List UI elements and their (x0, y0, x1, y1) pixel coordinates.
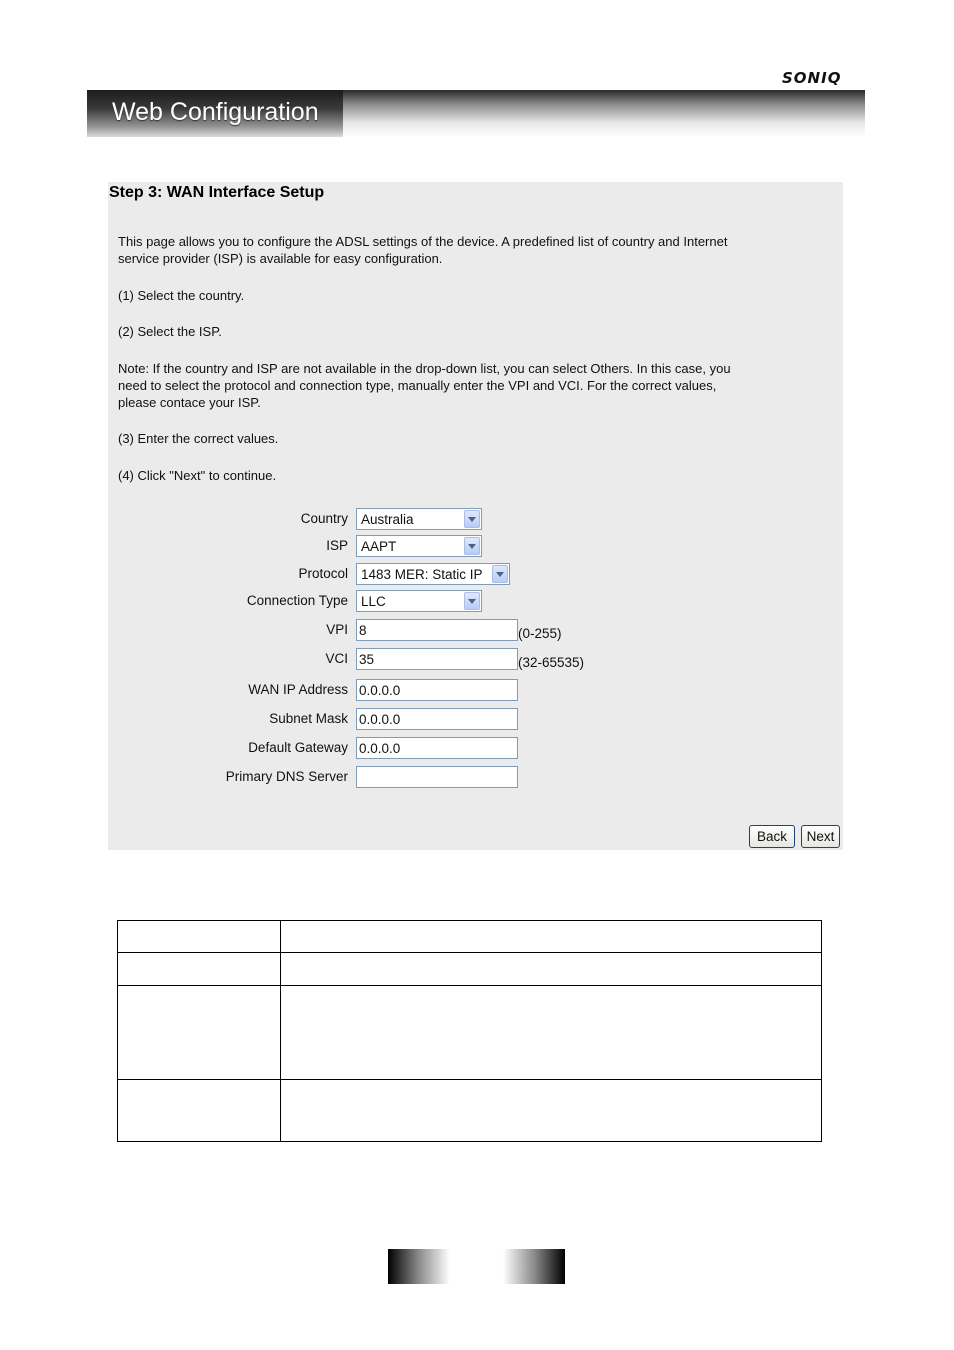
chevron-down-icon[interactable] (464, 510, 480, 528)
note-line-2: need to select the protocol and connection type, manually enter the VPI and VCI. For the correct values, (118, 378, 717, 393)
note-line-3: please contace your ISP. (118, 395, 261, 410)
country-value: Australia (361, 512, 414, 527)
note-text (118, 360, 788, 411)
description-table (117, 920, 822, 1142)
step-2-text: (2) Select the ISP. (118, 324, 222, 339)
subnet-mask-input[interactable] (356, 708, 518, 730)
table-cell (281, 986, 822, 1080)
vpi-row (108, 619, 843, 641)
country-label: Country (300, 511, 348, 526)
connection-type-row (108, 590, 843, 612)
vci-input[interactable] (356, 648, 518, 670)
wan-ip-row (108, 679, 843, 701)
table-row (118, 986, 822, 1080)
primary-dns-input[interactable] (356, 766, 518, 788)
header-title-block (87, 90, 343, 137)
vpi-range-hint: (0-255) (518, 626, 562, 641)
wan-ip-label: WAN IP Address (248, 682, 348, 697)
protocol-select[interactable] (356, 563, 510, 585)
table-cell (281, 921, 822, 953)
table-row (118, 921, 822, 953)
country-row (108, 508, 843, 530)
protocol-label: Protocol (298, 566, 348, 581)
table-row (118, 953, 822, 986)
default-gateway-input[interactable] (356, 737, 518, 759)
page-header-title: Web Configuration (112, 98, 319, 126)
intro-line-2: service provider (ISP) is available for easy configuration. (118, 251, 443, 266)
isp-label: ISP (326, 538, 348, 553)
intro-text (118, 233, 788, 267)
protocol-value: 1483 MER: Static IP (361, 567, 483, 582)
vci-label: VCI (325, 651, 348, 666)
table-cell (118, 953, 281, 986)
back-button[interactable]: Back (749, 825, 795, 848)
chevron-down-icon[interactable] (492, 565, 508, 583)
subnet-mask-row (108, 708, 843, 730)
table-cell (281, 1080, 822, 1142)
chevron-down-icon[interactable] (464, 537, 480, 555)
footer-gradient-bar (388, 1249, 565, 1284)
isp-value: AAPT (361, 539, 397, 554)
next-button[interactable]: Next (801, 825, 840, 848)
vci-range-hint: (32-65535) (518, 655, 585, 670)
connection-type-value: LLC (361, 594, 386, 609)
intro-line-1: This page allows you to configure the ADSL settings of the device. A predefined list of country and Internet (118, 234, 728, 249)
subnet-mask-label: Subnet Mask (269, 711, 348, 726)
primary-dns-row (108, 766, 843, 788)
connection-type-select[interactable] (356, 590, 482, 612)
step-title: Step 3: WAN Interface Setup (109, 184, 325, 201)
default-gateway-label: Default Gateway (248, 740, 348, 755)
header-gradient (343, 90, 865, 137)
connection-type-label: Connection Type (246, 593, 348, 608)
isp-row (108, 535, 843, 557)
table-cell (281, 953, 822, 986)
vpi-label: VPI (326, 622, 348, 637)
primary-dns-label: Primary DNS Server (225, 769, 348, 784)
step-1-text: (1) Select the country. (118, 288, 245, 303)
table-row (118, 1080, 822, 1142)
wan-ip-input[interactable] (356, 679, 518, 701)
table-cell (118, 1080, 281, 1142)
vci-row (108, 648, 843, 670)
default-gateway-row (108, 737, 843, 759)
step-3-text: (3) Enter the correct values. (118, 431, 279, 446)
header-bar (87, 90, 865, 137)
table-cell (118, 986, 281, 1080)
vpi-input[interactable] (356, 619, 518, 641)
soniq-logo: SONIQ (782, 69, 842, 87)
step-4-text: (4) Click "Next" to continue. (118, 468, 277, 483)
wan-setup-panel (108, 182, 843, 850)
note-line-1: Note: If the country and ISP are not available in the drop-down list, you can select Others. In this case, you (118, 361, 731, 376)
protocol-row (108, 563, 843, 585)
table-cell (118, 921, 281, 953)
chevron-down-icon[interactable] (464, 592, 480, 610)
country-select[interactable] (356, 508, 482, 530)
isp-select[interactable] (356, 535, 482, 557)
